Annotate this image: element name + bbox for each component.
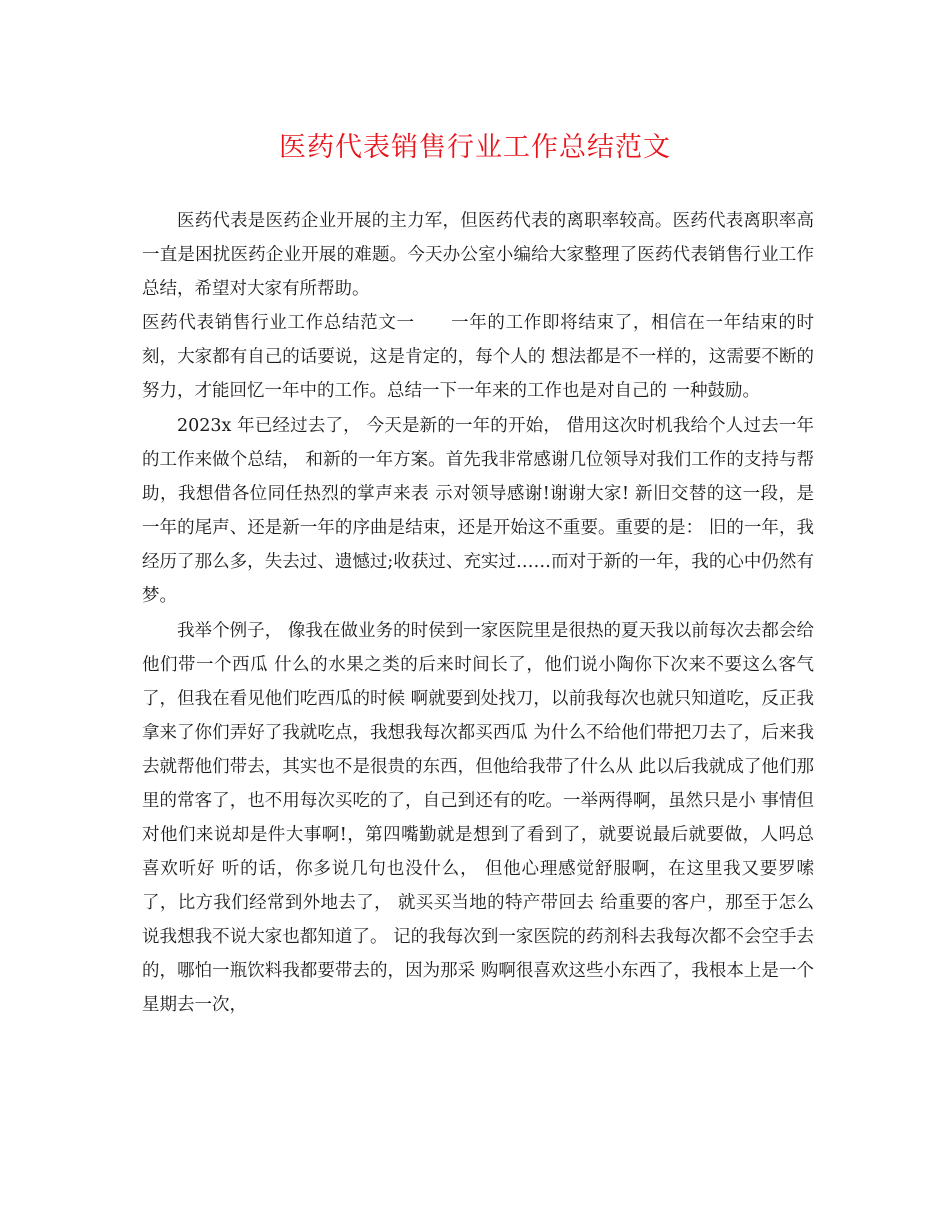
document-body [142,204,814,1022]
paragraph-section-one: 医药代表销售行业工作总结范文一 一年的工作即将结束了，相信在一年结束的时刻，大家都有自己的话要说，这是肯定的，每个人的 想法都是不一样的，这需要不断的努力，才能回忆一年中的工作。总结一下一年来的工作也是对自己的 一种鼓励。 [142,313,814,401]
document-title: 医药代表销售行业工作总结范文 [279,132,671,163]
paragraph-year-review: 2023x 年已经过去了， 今天是新的一年的开始， 借用这次时机我给个人过去一年的工作来做个总结， 和新的一年方案。首先我非常感谢几位领导对我们工作的支持与帮助，我想借各位同任热烈的掌声来表 示对领导感谢!谢谢大家! 新旧交替的这一段，是一年的尾声、还是新一年的序曲是结束，还是开始这不重要。重要的是： 旧的一年，我经历了那么多，失去过、遗憾过;收获过、充实过……而对于新的一年，我的心中仍然有 梦。 [142,416,814,606]
paragraph-example: 我举个例子， 像我在做业务的时侯到一家医院里是很热的夏天我以前每次去都会给他们带一个西瓜 什么的水果之类的后来时间长了，他们说小陶你下次来不要这么客气了，但我在看见他们吃西瓜的时候 啊就要到处找刀，以前我每次也就只知道吃，反正我拿来了你们弄好了我就吃点，我想我每次都买西瓜 为什么不给他们带把刀去了，后来我去就帮他们带去，其实也不是很贵的东西，但他给我带了什么从 此以后我就成了他们那里的常客了，也不用每次买吃的了，自己到还有的吃。一举两得啊，虽然只是小 事情但对他们来说却是件大事啊!，第四嘴勤就是想到了看到了，就要说最后就要做，人吗总喜欢听好 听的话，你多说几句也没什么， 但他心理感觉舒服啊，在这里我又要罗嗦了，比方我们经常到外地去了， 就买买当地的特产带回去 给重要的客户，那至于怎么说我想我不说大家也都知道了。 记的我每次到一家医院的药剂科去我每次都不会空手去的，哪怕一瓶饮料我都要带去的，因为那采 购啊很喜欢这些小东西了，我根本上是一个星期去一次， [142,621,814,1015]
paragraph-intro: 医药代表是医药企业开展的主力军，但医药代表的离职率较高。医药代表离职率高一直是困扰医药企业开展的难题。今天办公室小编给大家整理了医药代表销售行业工作总结，希望对大家有所帮助。 [142,211,814,299]
